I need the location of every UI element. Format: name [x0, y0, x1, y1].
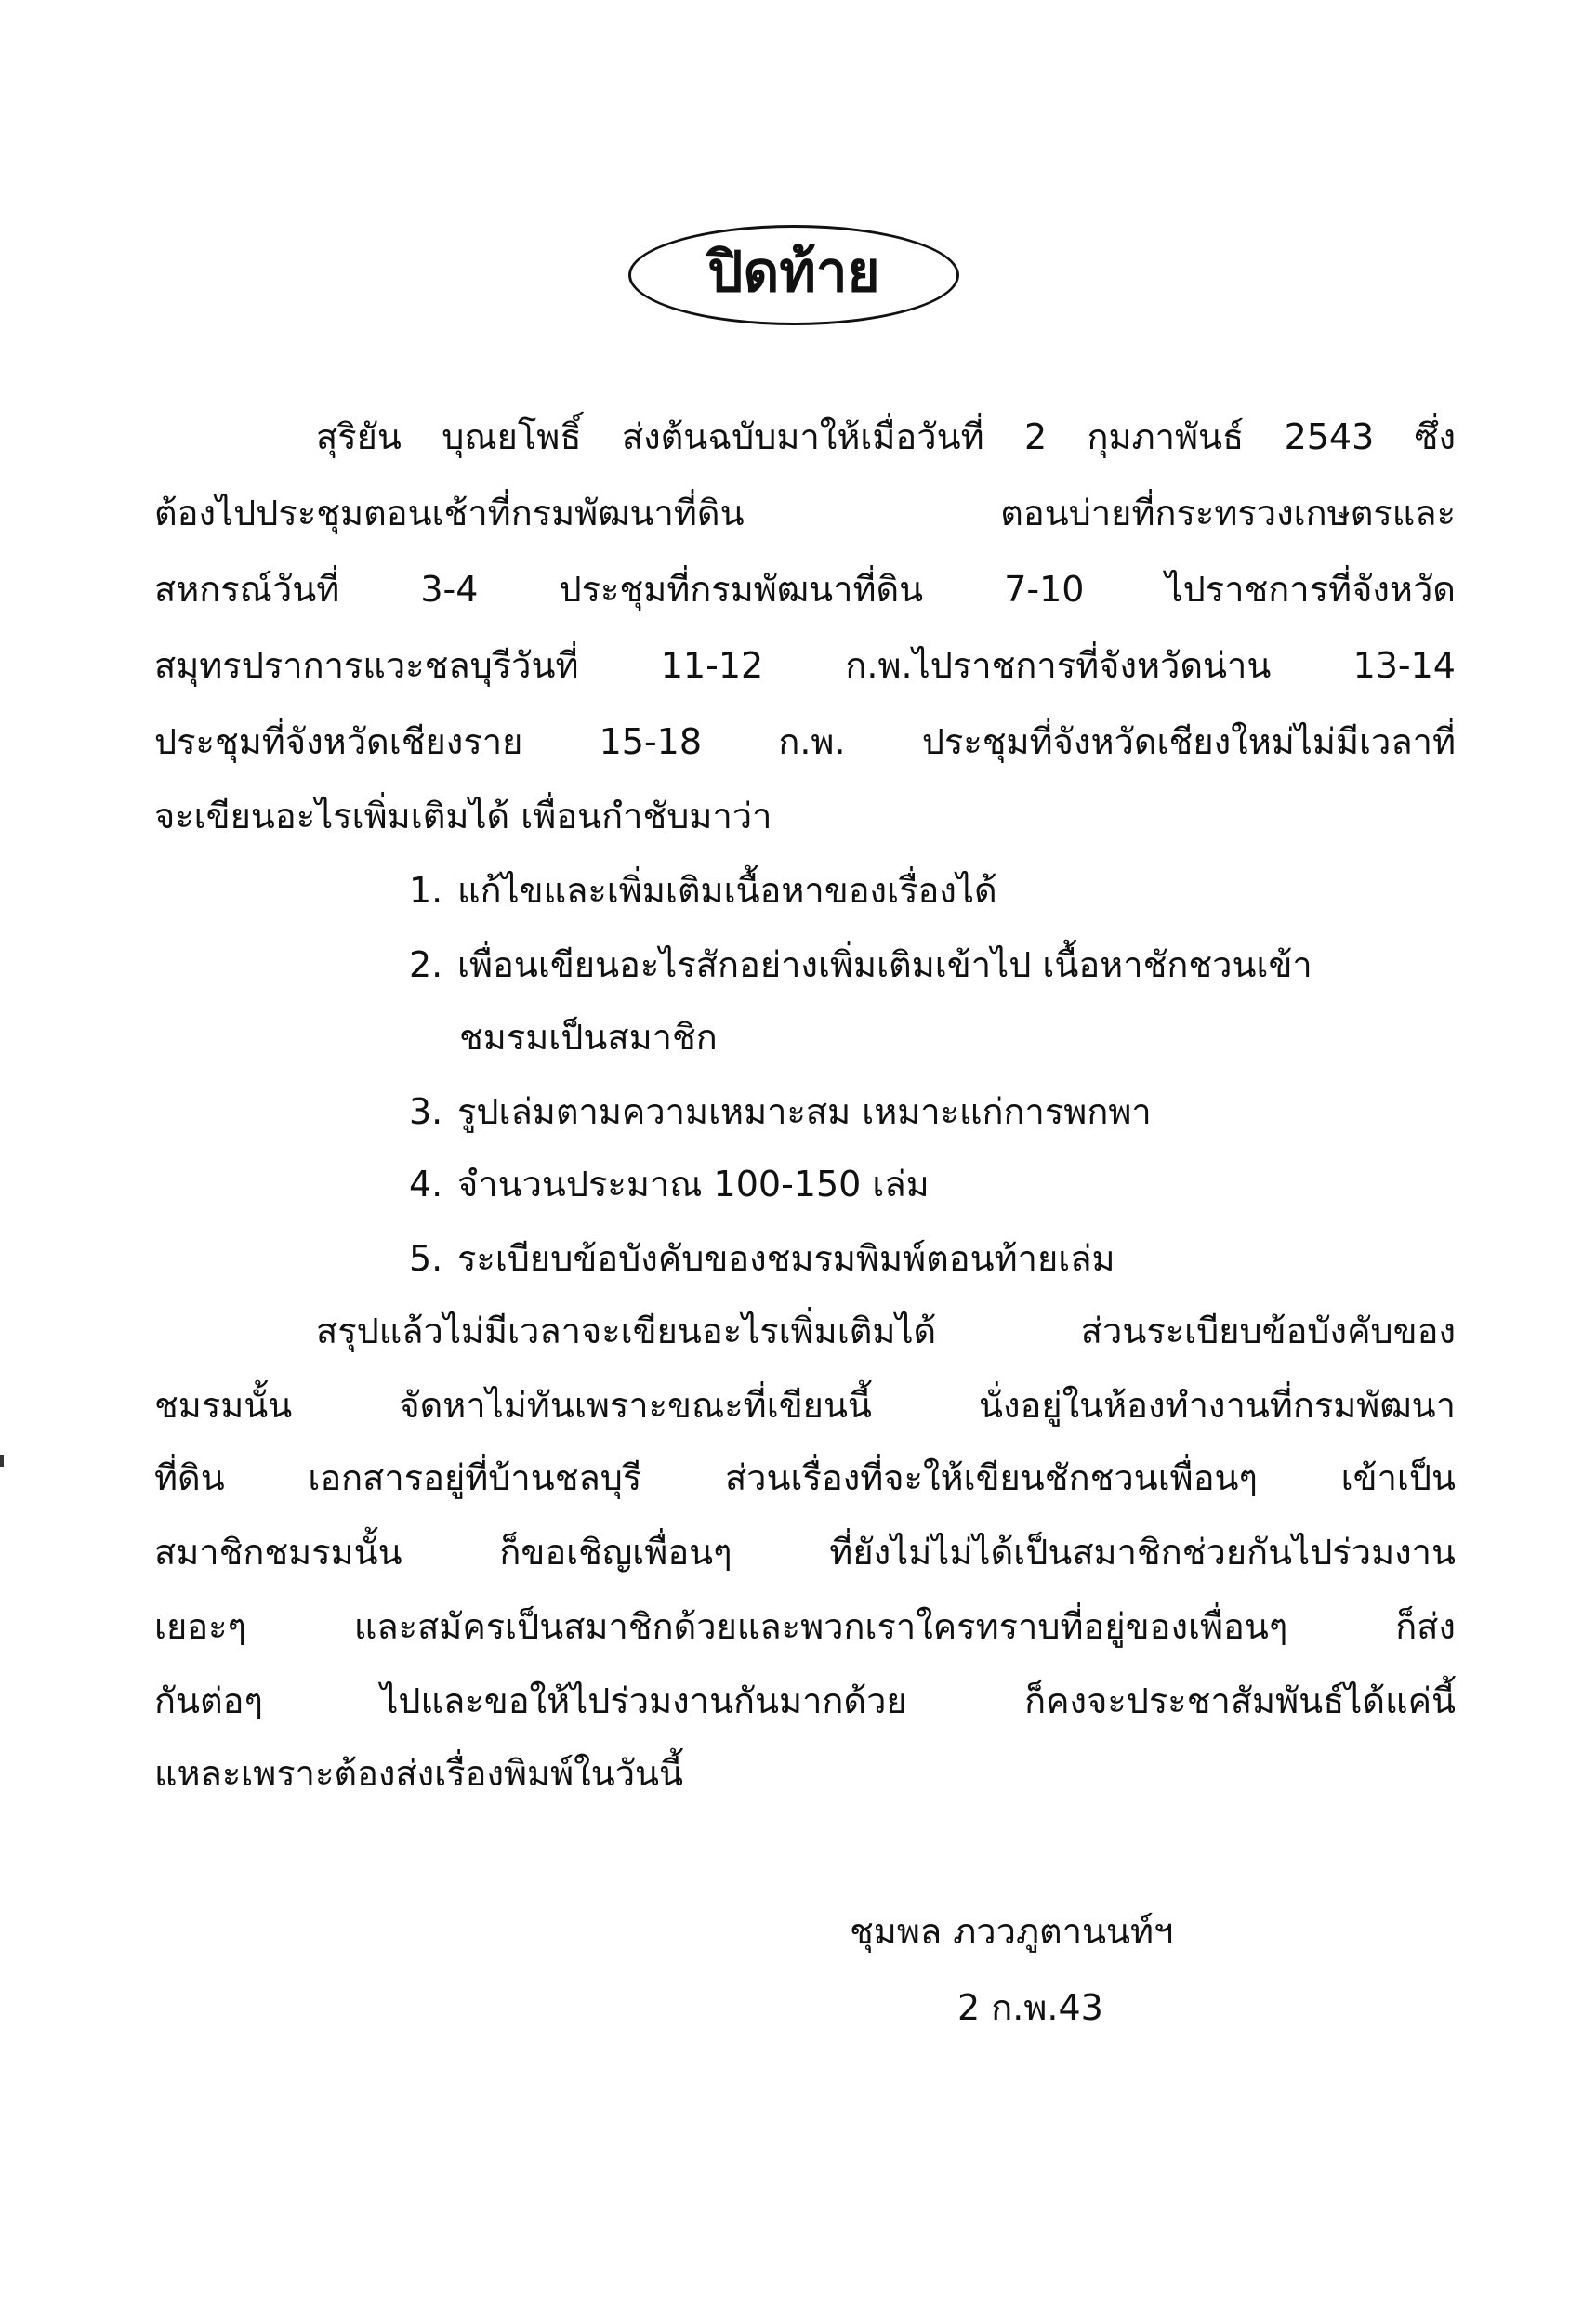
list-number: 3.: [409, 1091, 443, 1132]
list-number: 1.: [409, 870, 443, 911]
signature-date: 2 ก.พ.43: [957, 1987, 1103, 2028]
list-item: [409, 1164, 1450, 1206]
paragraph2-line-7: แหละเพราะต้องส่งเรื่องพิมพ์ในวันนี้: [154, 1753, 683, 1794]
list-text: รูปเล่มตามความเหมาะสม เหมาะแก่การพกพา: [457, 1091, 1152, 1132]
page-title: ปิดท้าย: [707, 240, 880, 305]
list-text: ระเบียบข้อบังคับของชมรมพิมพ์ตอนท้ายเล่ม: [457, 1238, 1115, 1279]
paragraph1-line-6: จะเขียนอะไรเพิ่มเติมได้ เพื่อนกำชับมาว่า: [154, 796, 772, 836]
paragraph1-line-2: ต้องไปประชุมตอนเช้าที่กรมพัฒนาที่ดิน ตอนบ่ายที่กระทรวงเกษตรและ: [154, 493, 1456, 533]
signature-name: ชุมพล ภววภูตานนท์ฯ: [850, 1911, 1174, 1952]
title-oval: [628, 225, 959, 325]
paragraph2-line-2: ชมรมนั้น จัดหาไม่ทันเพราะขณะที่เขียนนี้ นั่งอยู่ในห้องทำงานที่กรมพัฒนา: [154, 1385, 1456, 1426]
list-text: เพื่อนเขียนอะไรสักอย่างเพิ่มเติมเข้าไป เนื้อหาชักชวนเข้า: [457, 944, 1312, 985]
list-item: [409, 1238, 1450, 1281]
paragraph1-line-4: สมุทรปราการแวะชลบุรีวันที่ 11-12 ก.พ.ไปราชการที่จังหวัดน่าน 13-14: [154, 645, 1456, 686]
paragraph2-line-4: สมาชิกชมรมนั้น ก็ขอเชิญเพื่อนๆ ที่ยังไม่ไม่ได้เป็นสมาชิกช่วยกันไปร่วมงาน: [154, 1532, 1456, 1573]
paragraph2-line-5: เยอะๆ และสมัครเป็นสมาชิกด้วยและพวกเราใครทราบที่อยู่ของเพื่อนๆ ก็ส่ง: [154, 1606, 1456, 1647]
list-text: แก้ไขและเพิ่มเติมเนื้อหาของเรื่องได้: [457, 870, 997, 911]
list-item: [409, 944, 1450, 987]
list-item: [409, 1091, 1450, 1134]
list-number: 4.: [409, 1164, 443, 1205]
paragraph2-line-3: ที่ดิน เอกสารอยู่ที่บ้านชลบุรี ส่วนเรื่องที่จะให้เขียนชักชวนเพื่อนๆ เข้าเป็น: [154, 1457, 1456, 1498]
list-number: 5.: [409, 1238, 443, 1279]
list-item: [409, 870, 1450, 913]
scan-edge-mark: [0, 1455, 4, 1467]
list-text: จำนวนประมาณ 100-150 เล่ม: [457, 1164, 930, 1205]
paragraph2-line-1: สรุปแล้วไม่มีเวลาจะเขียนอะไรเพิ่มเติมได้ ส่วนระเบียบข้อบังคับของ: [316, 1311, 1456, 1351]
paragraph2-line-6: กันต่อๆ ไปและขอให้ไปร่วมงานกันมากด้วย ก็คงจะประชาสัมพันธ์ได้แค่นี้: [154, 1680, 1456, 1721]
paragraph1-line-5: ประชุมที่จังหวัดเชียงราย 15-18 ก.พ. ประชุมที่จังหวัดเชียงใหม่ไม่มีเวลาที่: [154, 721, 1456, 762]
list-text-continuation: ชมรมเป็นสมาชิก: [459, 1017, 718, 1058]
list-number: 2.: [409, 944, 443, 985]
paragraph1-line-1: สุริยัน บุณยโพธิ์ ส่งต้นฉบับมาให้เมื่อวันที่ 2 กุมภาพันธ์ 2543 ซึ่ง: [316, 416, 1456, 457]
paragraph1-line-3: สหกรณ์วันที่ 3-4 ประชุมที่กรมพัฒนาที่ดิน 7-10 ไปราชการที่จังหวัด: [154, 569, 1456, 610]
